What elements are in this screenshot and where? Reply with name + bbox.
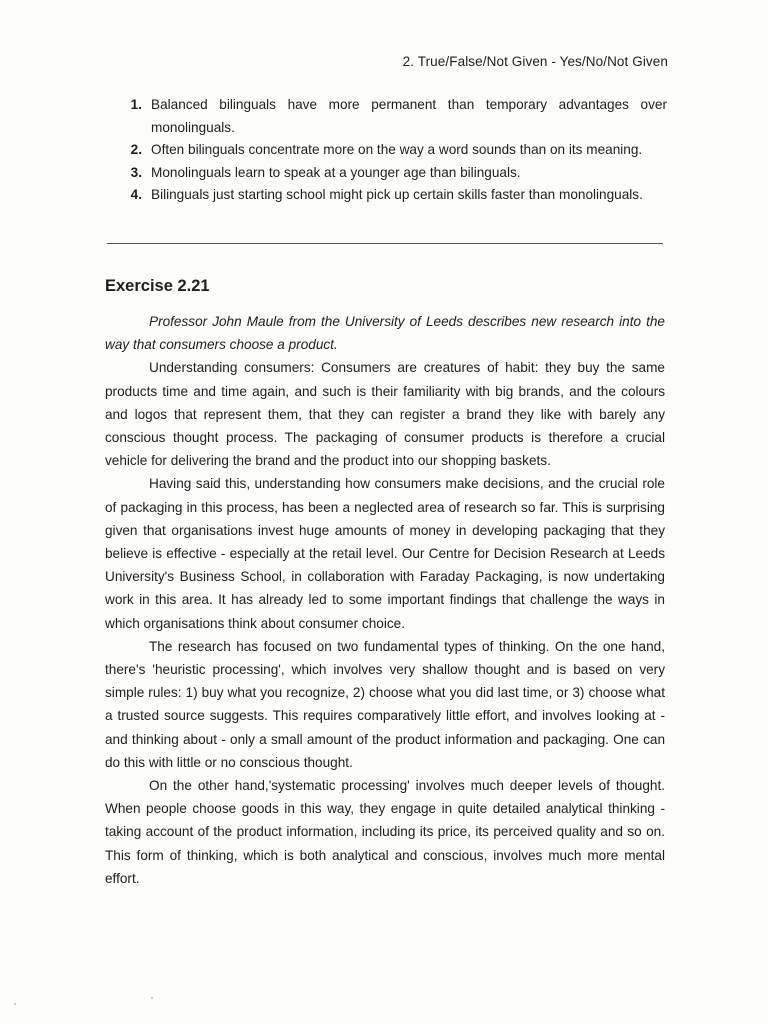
section-divider [107, 243, 663, 244]
item-number: 4. [130, 187, 142, 202]
passage-intro: Professor John Maule from the University of Leeds describes new research into the way that consumers choose a product. [105, 314, 665, 353]
passage-paragraph: Having said this, understanding how consumers make decisions, and the crucial role of packaging in this process, has been a neglected area of research so far. This is surprising given that organisations invest huge amounts of money in developing packaging that they believe is effective - especially at the retail level. Our Centre for Decision Research at Leeds University's Business School, in collaboration with Faraday Packaging, is now undertaking work in this area. It has already led to some important findings that challenge the ways in which organisations think about consumer choice. [105, 476, 665, 631]
scan-speck [151, 997, 153, 999]
passage [105, 310, 665, 890]
list-item [105, 162, 667, 185]
passage-paragraph: On the other hand,'systematic processing' involves much deeper levels of thought. When people choose goods in this way, they engage in quite detailed analytical thinking - taking account of the product information, including its price, its perceived quality and so on. This form of thinking, which is both analytical and conscious, involves much more mental effort. [105, 778, 665, 886]
running-header: 2. True/False/Not Given - Yes/No/Not Given [402, 54, 668, 69]
passage-paragraph: Understanding consumers: Consumers are creatures of habit: they buy the same products time and time again, and such is their familiarity with big brands, and the colours and logos that represent them, that they can register a brand they like with barely any conscious thought process. The packaging of consumer products is therefore a crucial vehicle for delivering the brand and the product into our shopping baskets. [105, 360, 665, 469]
question-list [105, 94, 667, 207]
item-text: Often bilinguals concentrate more on the way a word sounds than on its meaning. [151, 142, 643, 157]
scan-speck [14, 1003, 16, 1005]
exercise-title: Exercise 2.21 [105, 277, 210, 295]
item-text: Monolinguals learn to speak at a younger age than bilinguals. [151, 164, 521, 180]
item-text: Bilinguals just starting school might pick up certain skills faster than monolinguals. [151, 187, 643, 202]
list-item [105, 184, 667, 207]
list-item [105, 139, 667, 162]
list-item [105, 94, 667, 139]
item-number: 2. [130, 142, 142, 157]
passage-paragraph: The research has focused on two fundamental types of thinking. On the one hand, there's 'heuristic processing', which involves very shallow thought and is based on very simple rules: 1) buy what you recognize, 2) choose what you did last time, or 3) choose what a trusted source suggests. This requires comparatively little effort, and involves looking at - and thinking about - only a small amount of the product information and packaging. One can do this with little or no conscious thought. [105, 638, 665, 770]
item-text: Balanced bilinguals have more permanent than temporary advantages over monolinguals. [151, 97, 667, 135]
item-number: 1. [130, 97, 142, 112]
item-number: 3. [130, 164, 142, 180]
